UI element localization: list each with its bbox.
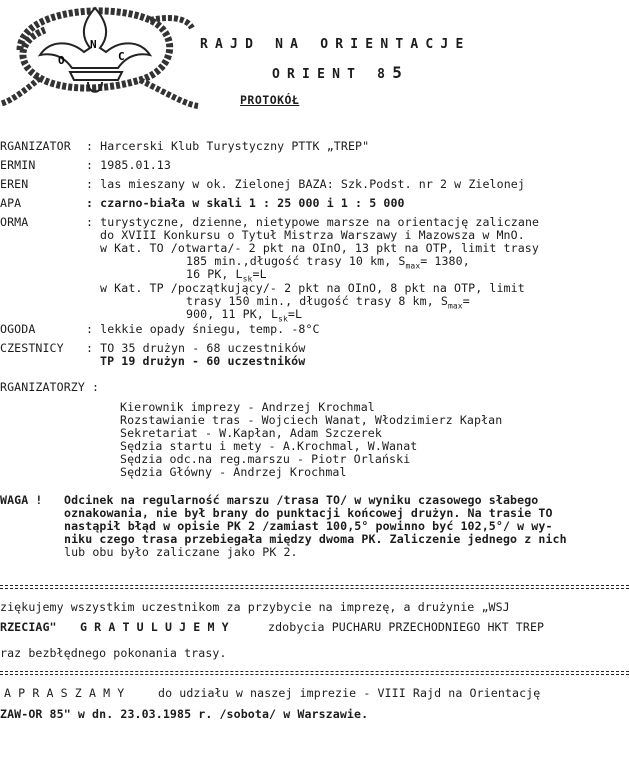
field-label-organizer: RGANIZATOR [0, 139, 71, 153]
field-value-date: : 1985.01.13 [86, 158, 171, 172]
form-line-3: w Kat. TO /otwarta/- 2 pkt na OInO, 13 pkt na OTP, limit trasy [100, 241, 539, 255]
invite-line-2: ZAW-OR 85" w dn. 23.03.1985 r. /sobota/ w Warszawie. [0, 707, 369, 721]
note-line: Odcinek na regularność marszu /trasa TO/ w wyniku czasowego słabego [64, 493, 539, 507]
field-label-terrain: EREN [0, 177, 29, 191]
invite-heading: A P R A S Z A M Y [4, 686, 125, 700]
invite-line-1: do udziału w naszej imprezie - VIII Rajd na Orientację [158, 686, 541, 700]
logo-letter-o: O [58, 54, 65, 67]
field-value-map: : czarno-biała w skali 1 : 25 000 i 1 : 5 000 [86, 196, 405, 210]
field-label-date: ERMIN [0, 158, 36, 172]
organizer-row: Rozstawianie tras - Wojciech Wanat, Włodzimierz Kapłan [120, 413, 503, 427]
organizer-row: Sędzia startu i mety - A.Krochmal, W.Wanat [120, 439, 418, 453]
rope-fleur-de-lis-logo-icon [0, 0, 200, 112]
rally-title: RAJD NA ORIENTACJE [200, 37, 471, 52]
form-smax-sub-to: max [405, 261, 421, 271]
field-label-form: ORMA [0, 215, 29, 229]
thanks-line-3: raz bezbłędnego pokonania trasy. [0, 646, 227, 660]
organizer-row: Sędzia Główny - Andrzej Krochmal [120, 465, 347, 479]
organizer-row: Kierownik imprezy - Andrzej Krochmal [120, 400, 375, 414]
logo-letter-n: N [90, 38, 97, 51]
form-line-4-text: 185 min.,długość trasy 10 km, S [186, 254, 406, 268]
form-lsk-tail-to: =L [252, 267, 267, 281]
organizers-heading: RGANIZATORZY : [0, 380, 100, 394]
logo-letter-c: C [118, 50, 125, 63]
form-smax-sub-tp: max [447, 301, 463, 311]
thanks-line-2a: RZECIAG" [0, 620, 57, 634]
organizer-row: Sędzia odc.na reg.marszu - Piotr Orlański [120, 452, 411, 466]
note-line: nastąpił błąd w opisie PK 2 /zamiast 100,5° powinno być 102,5°/ w wy- [64, 519, 553, 533]
form-line-7-text: trasy 150 min., długość trasy 8 km, S [186, 294, 448, 308]
field-value-terrain: : las mieszany w ok. Zielonej BAZA: Szk.Podst. nr 2 w Zielonej [86, 177, 525, 191]
form-smax-tail-tp: = [462, 294, 470, 308]
rally-subtitle-text: ORIENT 8 [272, 67, 393, 82]
note-line: niku czego trasa przebiegała między dwoma PK. Zaliczenie jednego z nich [64, 532, 567, 546]
participants-tp: TP 19 drużyn - 60 uczestników [100, 354, 306, 368]
form-line-6: w Kat. TP /początkujący/- 2 pkt na OInO, 8 pkt na OTP, limit [100, 281, 525, 295]
thanks-line-1: ziękujemy wszystkim uczestnikom za przybycie na imprezę, a drużynie „WSJ [0, 600, 510, 614]
form-line-8-text: 900, 11 PK, L [186, 307, 279, 321]
form-lsk-sub-to: sk [242, 274, 253, 284]
rally-subtitle-digit: 5 [392, 63, 410, 82]
field-value-organizer: : Harcerski Klub Turystyczny PTTK „TREP" [86, 139, 370, 153]
separator-line [0, 585, 629, 589]
note-label: WAGA ! [0, 493, 43, 507]
organizer-row: Sekretariat - W.Kapłan, Adam Szczerek [120, 426, 382, 440]
protocol-heading: PROTOKÓŁ [240, 93, 300, 107]
thanks-line-2c: zdobycia PUCHARU PRZECHODNIEGO HKT TREP [268, 620, 545, 634]
field-value-weather: : lekkie opady śniegu, temp. -8°C [86, 322, 320, 336]
form-smax-tail-to: = 1380, [420, 254, 470, 268]
rally-subtitle [272, 63, 409, 82]
field-label-weather: OGODA [0, 322, 36, 336]
form-lsk-sub-tp: sk [278, 314, 288, 324]
field-label-participants: CZESTNICY [0, 341, 64, 355]
note-line: lub obu było zaliczane jako PK 2. [64, 545, 298, 559]
note-line: oznakowania, nie był brany do punktacji końcowej drużyn. Na trasie TO [64, 506, 553, 520]
form-line-2: do XVIII Konkursu o Tytuł Mistrza Warszawy i Mazowsza w MnO. [100, 228, 525, 242]
participants-to: : TO 35 drużyn - 68 uczestników [86, 341, 306, 355]
form-line-1: : turystyczne, dzienne, nietypowe marsze na orientację zaliczane [86, 215, 540, 229]
thanks-congratulations: G R A T U L U J E M Y [80, 620, 229, 634]
form-line-5-text: 16 PK, L [186, 267, 243, 281]
separator-line [0, 671, 629, 675]
form-lsk-tail-tp: =L [287, 307, 303, 321]
field-label-map: APA [0, 196, 22, 210]
